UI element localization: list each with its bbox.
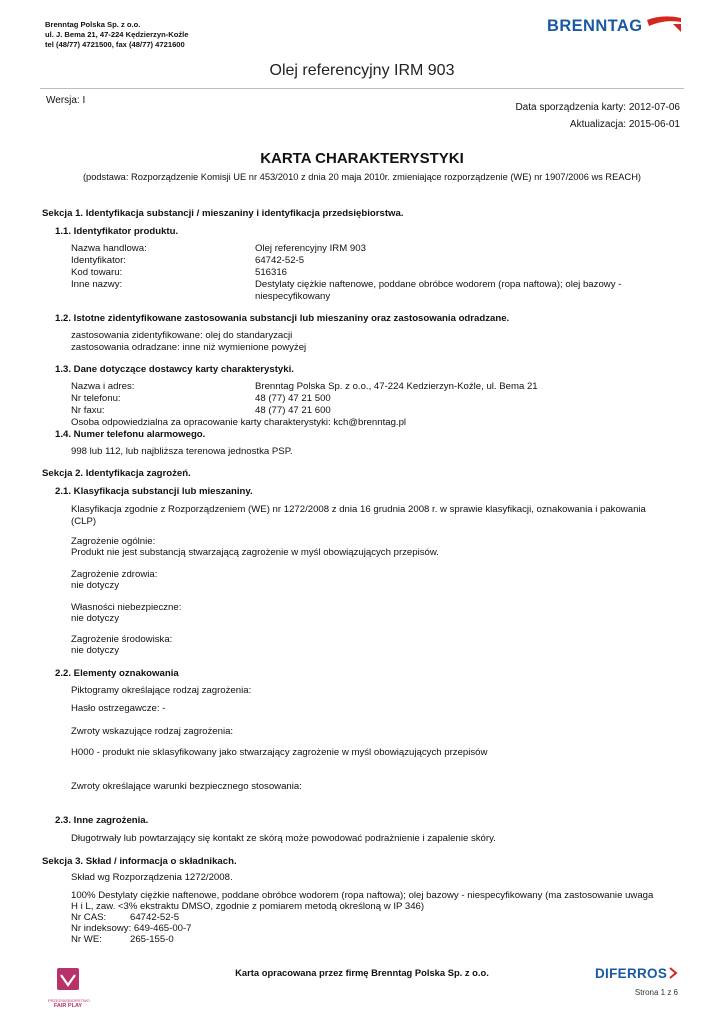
pictograms-label: Piktogramy określające rodzaj zagrożenia: [71,685,252,696]
brenntag-logo-text: BRENNTAG [547,17,643,35]
section-2-3-title: 2.3. Inne zagrożenia. [55,815,149,826]
we-value: 265-155-0 [130,934,174,945]
other-names-label: Inne nazwy: [71,279,123,290]
identifier-value: 64742-52-5 [255,255,305,266]
version-label: Wersja: I [46,95,86,106]
diferros-logo [595,966,678,982]
trade-name-label: Nazwa handlowa: [71,243,147,254]
fax-value: 48 (77) 47 21 600 [255,405,331,416]
date-updated: Aktualizacja: 2015-06-01 [569,119,680,130]
section-1-2-title: 1.2. Istotne zidentyfikowane zastosowania substancji lub mieszaniny oraz zastosowania odradzane. [55,313,510,324]
section-1-3-title: 1.3. Dane dotyczące dostawcy karty charakterystyki. [55,364,294,375]
trade-name-value: Olej referencyjny IRM 903 [255,243,366,254]
name-address-value: Brenntag Polska Sp. z o.o., 47-224 Kedzierzyn-Koźle, ul. Bema 21 [255,381,538,392]
composition-desc-line1: 100% Destylaty ciężkie naftenowe, poddane obróbce wodorem (ropa naftowa); olej bazowy - niespecyfikowany (ma zastosowanie uwaga [71,890,654,901]
card-title: KARTA CHARAKTERYSTYKI [260,150,464,167]
footer-prepared-by: Karta opracowana przez firmę Brenntag Polska Sp. z o.o. [235,967,489,978]
product-code-value: 516316 [255,267,288,278]
diferros-logo-text: DIFERROS [595,966,668,981]
fairplay-line2: FAIR PLAY [53,1002,83,1009]
we-label: Nr WE: [71,934,102,945]
hazard-phrases-label: Zwroty wskazujące rodzaj zagrożenia: [71,726,234,737]
cas-value: 64742-52-5 [130,912,180,923]
health-hazard-label: Zagrożenie zdrowia: [71,569,158,580]
health-hazard-value: nie dotyczy [71,580,119,591]
brenntag-logo [547,14,683,40]
dangerous-props-value: nie dotyczy [71,613,119,624]
fairplay-line1: PRZEDSIĘBIORSTWO [48,997,90,1003]
date-block [515,99,680,133]
general-hazard-value: Produkt nie jest substancją stwarzającą zagrożenie w myśl obowiązujących przepisów. [71,547,439,558]
other-names-value-line1: Destylaty ciężkie naftenowe, poddane obróbce wodorem (ropa naftowa); olej bazowy - [255,279,622,290]
page-number: Strona 1 z 6 [634,988,678,997]
uses-advised-against: zastosowania odradzane: inne niż wymienione powyżej [71,342,307,353]
product-code-label: Kod towaru: [71,267,123,278]
name-address-label: Nazwa i adres: [71,381,135,392]
section-2-1-title: 2.1. Klasyfikacja substancji lub mieszaniny. [55,486,253,497]
h000-statement: H000 - produkt nie sklasyfikowany jako stwarzający zagrożenie w myśl obowiązujących przepisów [71,747,488,758]
phone-value: 48 (77) 47 21 500 [255,393,331,404]
date-created: Data sporządzenia karty: 2012-07-06 [515,102,680,113]
card-subtitle: (podstawa: Rozporządzenie Komisji UE nr 453/2010 z dnia 20 maja 2010r. zmieniające rozporządzenie (WE) nr 1907/2006 ws REACH) [82,172,642,182]
fax-label: Nr faxu: [71,405,105,416]
section-1-1-title: 1.1. Identyfikator produktu. [55,226,179,237]
classification-line2: (CLP) [71,516,97,527]
section-2-title: Sekcja 2. Identyfikacja zagrożeń. [42,468,191,479]
dangerous-props-label: Własności niebezpieczne: [71,602,182,613]
section-3-title: Sekcja 3. Skład / informacja o składnikach. [42,856,237,867]
classification-line1: Klasyfikacja zgodnie z Rozporządzeniem (WE) nr 1272/2008 z dnia 16 grudnia 2008 r. w sprawie klasyfikacji, oznakowania i pakowania [71,504,646,515]
diferros-chevron-icon [668,967,678,979]
header-divider [40,88,684,89]
uses-identified: zastosowania zidentyfikowane: olej do standaryzacji [71,330,293,341]
env-hazard-value: nie dotyczy [71,645,119,656]
emergency-number: 998 lub 112, lub najbliższa terenowa jednostka PSP. [71,446,293,457]
section-1-4-title: 1.4. Numer telefonu alarmowego. [55,429,206,440]
env-hazard-label: Zagrożenie środowiska: [71,634,173,645]
company-name: Brenntag Polska Sp. z o.o. [45,20,141,29]
company-header [45,20,189,50]
general-hazard-label: Zagrożenie ogólnie: [71,536,156,547]
document-title: Olej referencyjny IRM 903 [269,62,455,79]
section-1-title: Sekcja 1. Identyfikacja substancji / mieszaniny i identyfikacja przedsiębiorstwa. [42,208,404,219]
precaution-phrases-label: Zwroty określające warunki bezpiecznego stosowania: [71,781,302,792]
other-hazards-text: Długotrwały lub powtarzający się kontakt ze skórą może powodować podrażnienie i zapalenie skóry. [71,833,496,844]
signal-word: Hasło ostrzegawcze: - [71,703,166,714]
cas-label: Nr CAS: [71,912,107,923]
company-phone: tel (48/77) 4721500, fax (48/77) 4721600 [45,40,185,49]
index-number: Nr indeksowy: 649-465-00-7 [71,923,192,934]
brenntag-swoosh-icon [643,14,683,40]
composition-label: Skład wg Rozporządzenia 1272/2008. [71,872,233,883]
composition-desc-line2: H i L, zaw. <3% ekstraktu DMSO, zgodnie z pomiarem metodą określoną w IP 346) [71,901,425,912]
other-names-value-line2: niespecyfikowany [255,291,331,302]
phone-label: Nr telefonu: [71,393,121,404]
section-2-2-title: 2.2. Elementy oznakowania [55,668,179,679]
identifier-label: Identyfikator: [71,255,126,266]
company-address: ul. J. Bema 21, 47-224 Kędzierzyn-Koźle [45,30,189,39]
responsible-person: Osoba odpowiedzialna za opracowanie karty charakterystyki: kch@brenntag.pl [71,417,407,428]
